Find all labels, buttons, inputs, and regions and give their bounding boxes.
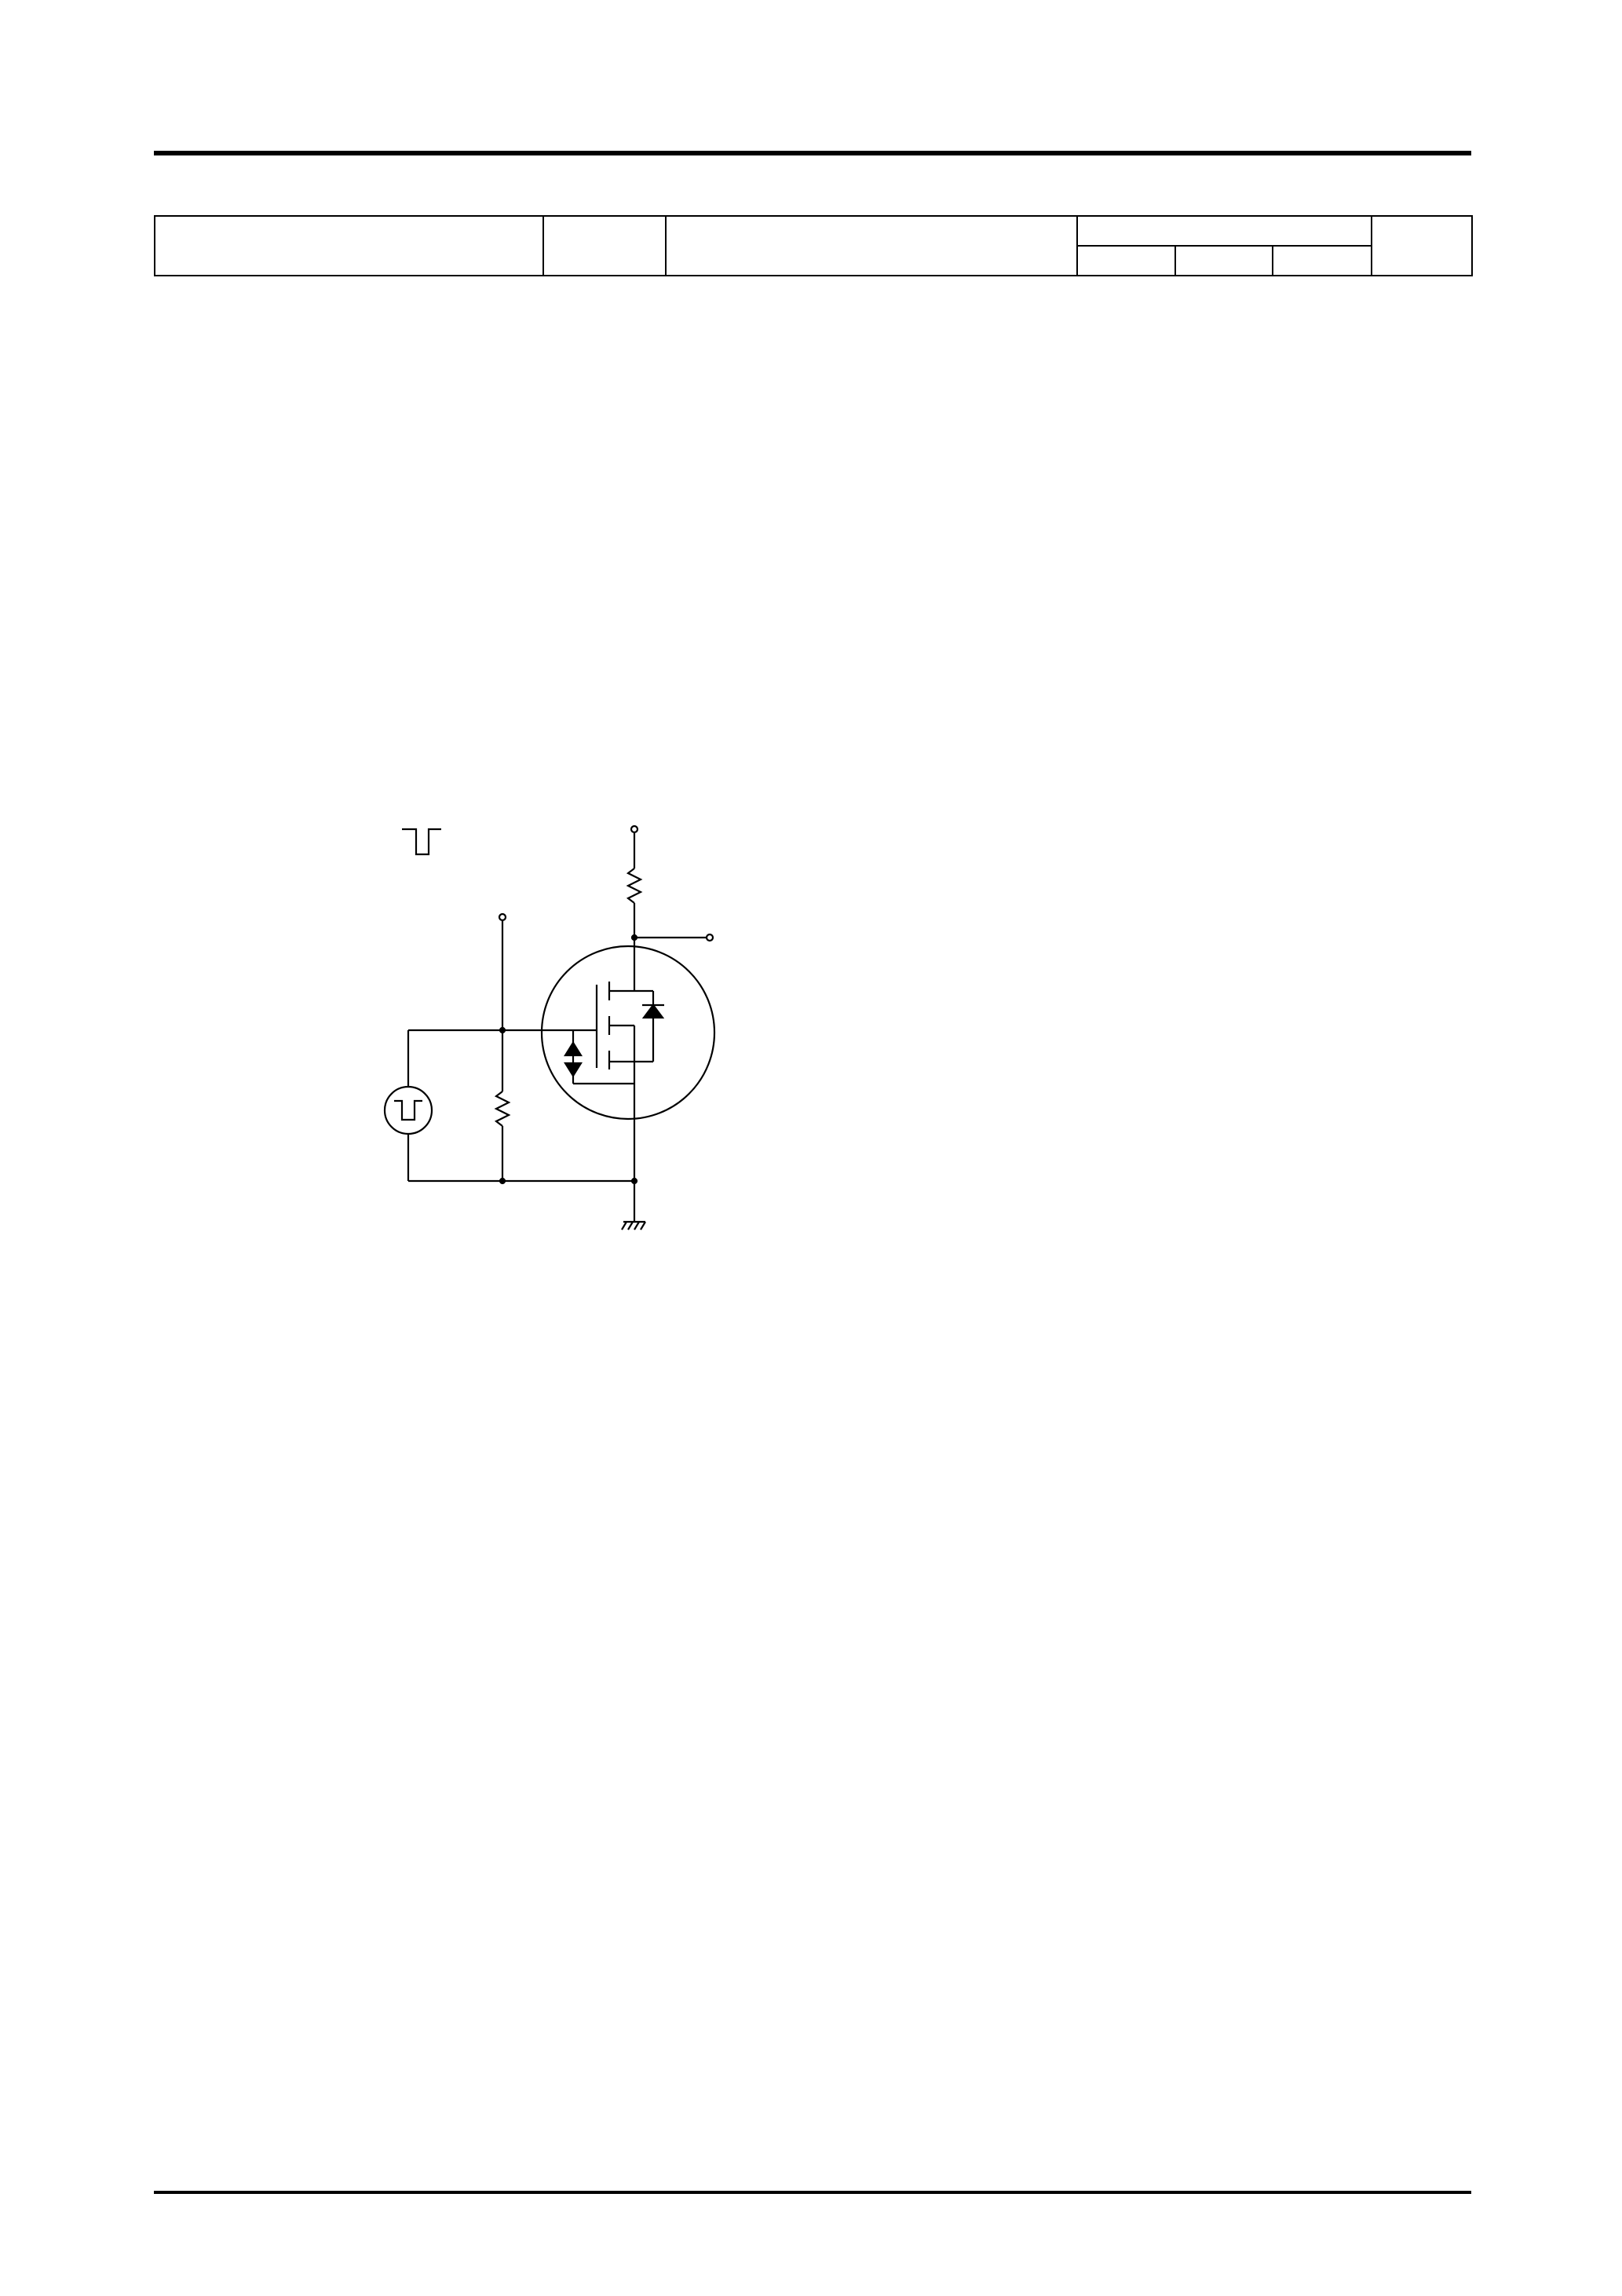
- input-pulse-symbol: [402, 829, 441, 854]
- r50-resistor: [496, 1091, 509, 1126]
- pulse-generator: [385, 1087, 432, 1134]
- vdd-node: [631, 826, 637, 832]
- rl-resistor: [628, 868, 641, 903]
- chart-id-vgs: [848, 1665, 1476, 2167]
- footer-rule: [154, 2191, 1471, 2194]
- mosfet-symbol: [542, 946, 714, 1119]
- vout-node: [707, 934, 713, 941]
- vin-node: [499, 914, 506, 920]
- chart-id-vds: [149, 1665, 762, 2167]
- ground-symbol: [622, 1222, 645, 1230]
